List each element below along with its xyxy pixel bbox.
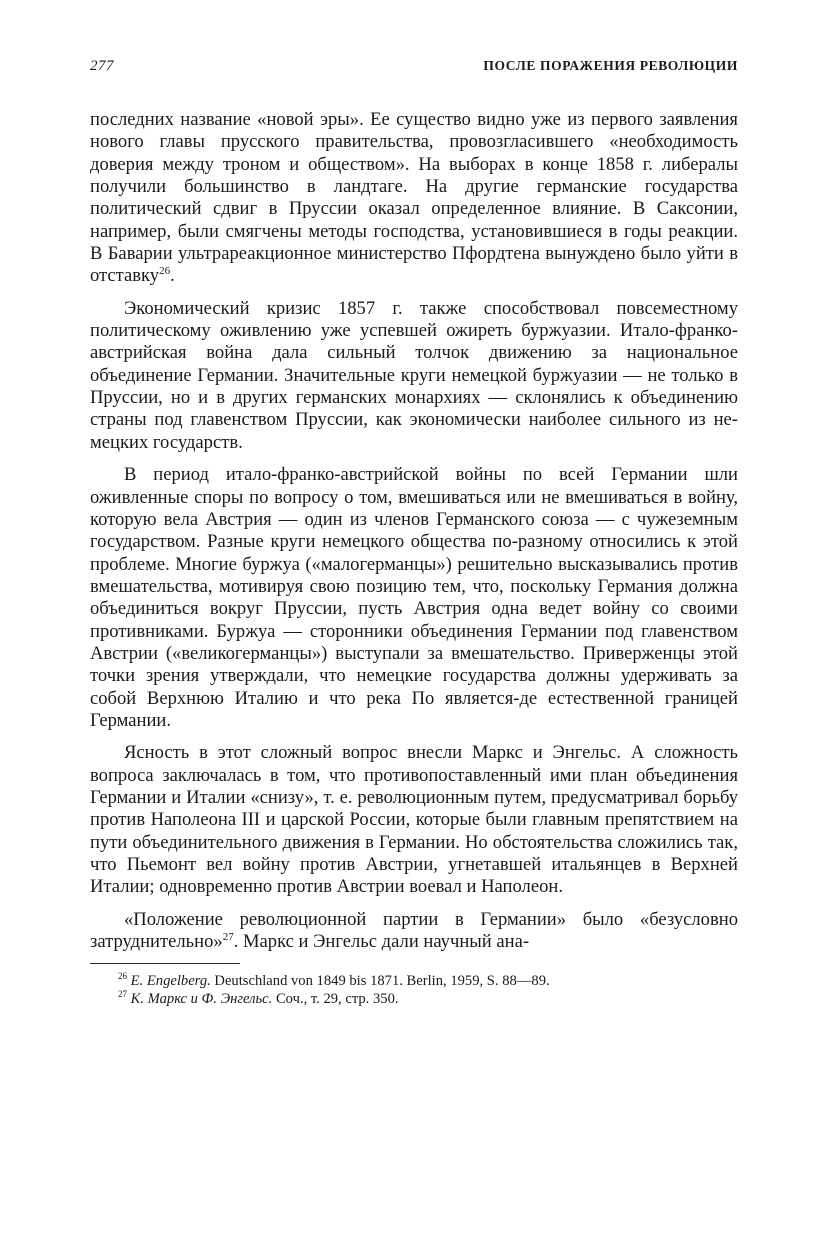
footnote-text: Deutschland von 1849 bis 1871. Berlin, 1959, S. 88—89. — [210, 973, 550, 990]
paragraph — [90, 298, 738, 454]
paragraph-text: Экономический кризис 1857 г. также способствовал повсеместному политическому оживлению уже успевшей ожиреть буржуазии. Итало-франко-австрийская война дала сильный толчок движению за национальное объединение Германии. Значительные круги немецкой буржуазии — не только в Пруссии, но и в других германских монархиях — склонялись к объединению страны под главенством Пруссии, как экономически наиболее сильного из немецких государств. — [90, 297, 738, 453]
paragraph — [90, 464, 738, 732]
paragraph-text: «Положение революционной партии в Германии» было «безусловно затруднительно» — [90, 908, 738, 953]
paragraph-text: последних название «новой эры». Ее существо видно уже из первого заявления нового главы прусского правительства, провозгласившего «необходимость доверия между троном и обществом». На выборах в конце 1858 г. либералы получили большинство в ландтаге. На другие германские государства политический сдвиг в Пруссии оказал определенное влияние. В Саксонии, например, были смягчены методы господства, установившиеся в годы реакции. В Баварии ультрареакционное министерство Пфордтена вынуждено было уйти в отставку — [90, 109, 738, 287]
paragraph-text: В период итало-франко-австрийской войны по всей Германии шли оживленные споры по вопросу о том, вмешиваться или не вмешиваться в войну, которую вела Австрия — один из членов Германского союза — с чужеземным государством. Разные круги немецкого общества по-разному относились к этой проблеме. Многие буржуа («малогерманцы») решительно высказывались против вмешательства, мотивируя свою позицию тем, что, поскольку Германия должна объединиться вокруг Пруссии, пусть Австрия одна ведет войну со своими противниками. Буржуа — сторонники объединения Германии под главенством Австрии («великогерманцы») выступали за вмешательство. Приверженцы этой точки зрения утверждали, что немецкие государства должны удерживать за собой Верхнюю Италию и что река По является-де естественной границей Германии. — [90, 464, 738, 731]
footnote-text: Соч., т. 29, стр. 350. — [272, 991, 399, 1008]
running-title: ПОСЛЕ ПОРАЖЕНИЯ РЕВОЛЮЦИИ — [483, 58, 738, 73]
footnote-number: 27 — [118, 989, 127, 1000]
page-number: 277 — [90, 58, 114, 74]
book-page — [90, 58, 738, 1008]
footnote-ref: 27 — [222, 930, 234, 943]
running-head — [90, 58, 738, 75]
footnote — [90, 990, 738, 1008]
paragraph-tail: . — [170, 265, 175, 287]
footnote-number: 26 — [118, 971, 127, 982]
paragraph — [90, 742, 738, 898]
paragraph — [90, 909, 738, 954]
footnote-author: К. Маркс и Ф. Энгельс. — [130, 991, 273, 1008]
paragraph-tail: . Маркс и Энгельс дали научный ана- — [233, 931, 530, 953]
footnote-ref: 26 — [159, 265, 171, 278]
footnote-divider — [90, 963, 240, 964]
footnote — [90, 972, 738, 990]
footnotes — [90, 972, 738, 1008]
main-text — [90, 109, 738, 953]
paragraph — [90, 109, 738, 288]
footnote-author: E. Engelberg. — [130, 973, 211, 990]
paragraph-text: Ясность в этот сложный вопрос внесли Маркс и Энгельс. А сложность вопроса заключалась в том, что противопоставленный ими план объединения Германии и Италии «снизу», т. е. революционным путем, предусматривал борьбу против Наполеона III и царской России, которые были главным препятствием на пути объединительного движения в Германии. Но обстоятельства сложились так, что Пьемонт вел войну против Австрии, угнетавшей итальянцев в Верхней Италии; одновременно против Австрии воевал и Наполеон. — [90, 742, 738, 898]
